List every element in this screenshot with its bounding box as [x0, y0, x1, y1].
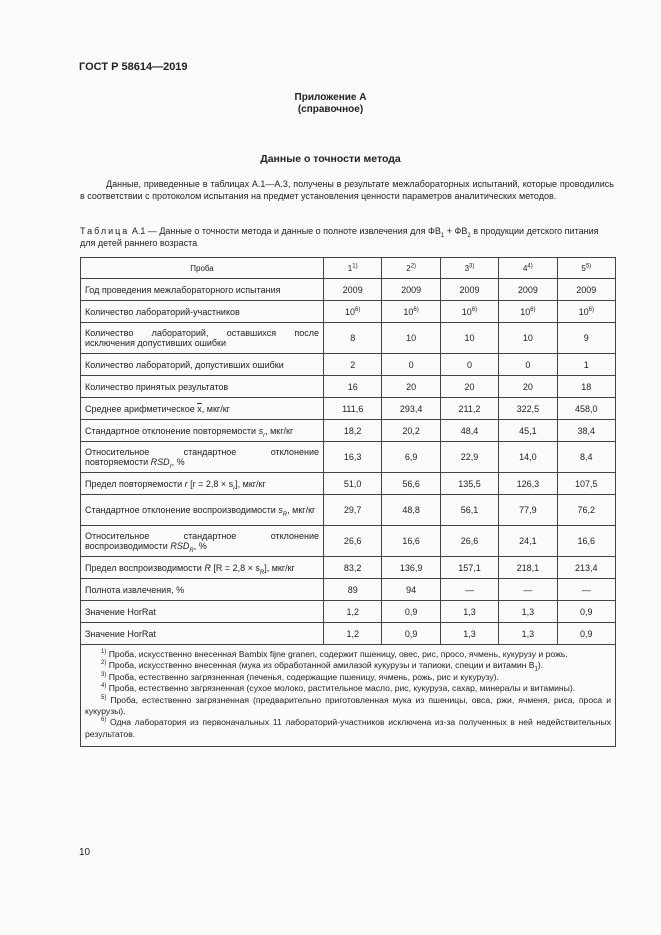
caption-sub1: 1	[440, 232, 445, 239]
table-cell: 10$^{6)}$	[324, 301, 382, 323]
table-caption	[80, 225, 616, 249]
table-cell: 218,1	[499, 557, 557, 579]
table-row	[81, 420, 616, 442]
table-cell: —	[499, 579, 557, 601]
table-cell: 1,3	[499, 623, 557, 645]
table-row	[81, 601, 616, 623]
table-cell: 29,7	[324, 495, 382, 526]
section-title: Данные о точности метода	[260, 153, 401, 165]
footnote-1: $^{1)}$ Проба, искусственно внесенная Bambix fijne granen, содержит пшеницу, овес, рис, просо, ячмень, кукурузу и рожь.	[101, 649, 568, 659]
table-cell: 10	[499, 323, 557, 354]
table-cell: 10$^{6)}$	[499, 301, 557, 323]
table-row	[81, 495, 616, 526]
caption-label: Таблица	[80, 226, 130, 236]
table-cell: 20	[499, 376, 557, 398]
table-row	[81, 376, 616, 398]
header-col-2: 2$^{2)}$	[382, 258, 440, 279]
table-cell: 14,0	[499, 442, 557, 473]
table-cell: 2009	[499, 279, 557, 301]
table-cell: 0,9	[382, 601, 440, 623]
table-cell: 20	[440, 376, 498, 398]
table-cell: 1,2	[324, 623, 382, 645]
footnote-6: $^{6)}$ Одна лаборатория из первоначальных 11 лабораторий-участников исключена из-за полученных в ней недействительных результатов.	[85, 717, 611, 739]
table-cell: 8	[324, 323, 382, 354]
row-label: Предел воспроизводимости R $[R = 2,8 \times s_R]$, мкг/кг	[81, 557, 324, 579]
table-cell: 1,3	[440, 623, 498, 645]
table-cell: 16,3	[324, 442, 382, 473]
table-cell: 1,2	[324, 601, 382, 623]
table-row	[81, 557, 616, 579]
table-row	[81, 442, 616, 473]
document-header: ГОСТ Р 58614—2019	[79, 61, 188, 73]
table-cell: 0	[440, 354, 498, 376]
table-cell: 18	[557, 376, 615, 398]
table-cell: 1	[557, 354, 615, 376]
row-label: Полнота извлечения, %	[81, 579, 324, 601]
table-cell: 45,1	[499, 420, 557, 442]
footnote-4: $^{4)}$ Проба, естественно загрязненная (сухое молоко, растительное масло, рис, кукуруза, сахар, минералы и витамины).	[101, 683, 576, 694]
table-cell: 135,5	[440, 473, 498, 495]
table-cell: 20	[382, 376, 440, 398]
table-cell: 83,2	[324, 557, 382, 579]
table-cell: 322,5	[499, 398, 557, 420]
row-label: Год проведения межлабораторного испытания	[81, 279, 324, 301]
table-cell: 20,2	[382, 420, 440, 442]
intro-paragraph: Данные, приведенные в таблицах А.1—А.3, получены в результате межлабораторных испытаний, которые проводились в соответствии с протоколом испытания на предмет установления ценности параметров аналитических методов.	[80, 179, 614, 201]
table-cell: 89	[324, 579, 382, 601]
table-cell: 213,4	[557, 557, 615, 579]
table-cell: 2009	[382, 279, 440, 301]
table-cell: 48,8	[382, 495, 440, 526]
table-cell: 157,1	[440, 557, 498, 579]
table-cell: 24,1	[499, 526, 557, 557]
table-cell: 9	[557, 323, 615, 354]
table-cell: 76,2	[557, 495, 615, 526]
table-notes	[81, 645, 616, 747]
table-cell: 26,6	[324, 526, 382, 557]
table-cell: 94	[382, 579, 440, 601]
table-cell: 8,4	[557, 442, 615, 473]
row-label: Значение HorRat	[81, 601, 324, 623]
caption-number: А.1	[131, 226, 146, 236]
table-cell: 10$^{6)}$	[382, 301, 440, 323]
table-row	[81, 623, 616, 645]
precision-table	[80, 257, 616, 747]
table-header-row	[81, 258, 616, 279]
page-number: 10	[79, 847, 91, 858]
table-cell: 18,2	[324, 420, 382, 442]
table-row	[81, 579, 616, 601]
table-cell: 111,6	[324, 398, 382, 420]
table-cell: 0	[382, 354, 440, 376]
table-cell: 2009	[324, 279, 382, 301]
footnote-5: $^{5)}$ Проба, естественно загрязненная (предварительно приготовленная мука из пшеницы, овса, ржи, ячменя, риса, проса и кукурузы).	[85, 694, 611, 717]
row-label: Стандартное отклонение воспроизводимости $s_R$, мкг/кг	[81, 495, 324, 526]
table-row	[81, 398, 616, 420]
table-cell: 10	[440, 323, 498, 354]
row-label: Значение HorRat	[81, 623, 324, 645]
footnote-2: $^{2)}$ Проба, искусственно внесенная (мука из обработанной амилазой кукурузы и тапиоки, специи и витамин $В_1$).	[101, 660, 544, 674]
table-cell: 2	[324, 354, 382, 376]
row-label: Относительное стандартное отклонение воспроизводимости $RSD_R$, %	[81, 526, 324, 557]
table-cell: 48,4	[440, 420, 498, 442]
header-col-1: 1$^{1)}$	[324, 258, 382, 279]
row-label: Количество принятых результатов	[81, 376, 324, 398]
footnote-3: $^{3)}$ Проба, естественно загрязненная (печенья, содержащие пшеницу, ячмень, рожь, рис и кукурузу).	[101, 671, 499, 682]
row-label: Предел повторяемости r $[r = 2,8 \times s_r]$, мкг/кг	[81, 473, 324, 495]
table-cell: 1,3	[440, 601, 498, 623]
caption-plus: + ФВ	[444, 226, 468, 236]
header-col-3: 3$^{3)}$	[440, 258, 498, 279]
header-col-5: 5$^{5)}$	[557, 258, 615, 279]
caption-sub2: 2	[467, 232, 471, 239]
header-sample: Проба	[81, 258, 324, 279]
table-cell: 136,9	[382, 557, 440, 579]
row-label: Стандартное отклонение повторяемости $s_r$, мкг/кг	[81, 420, 324, 442]
appendix-subtitle: (справочное)	[297, 104, 364, 115]
row-label: Количество лабораторий, допустивших ошибки	[81, 354, 324, 376]
table-cell: 10	[382, 323, 440, 354]
table-cell: 10$^{6)}$	[440, 301, 498, 323]
table-cell: 2009	[557, 279, 615, 301]
table-row	[81, 323, 616, 354]
table-cell: 16	[324, 376, 382, 398]
table-row	[81, 301, 616, 323]
table-cell: 0,9	[382, 623, 440, 645]
table-cell: 2009	[440, 279, 498, 301]
table-cell: 458,0	[557, 398, 615, 420]
table-cell: 56,6	[382, 473, 440, 495]
table-cell: 0	[499, 354, 557, 376]
table-cell: 10$^{6)}$	[557, 301, 615, 323]
table-cell: 126,3	[499, 473, 557, 495]
appendix-title: Приложение А	[294, 92, 367, 103]
table-cell: —	[440, 579, 498, 601]
table-cell: 0,9	[557, 623, 615, 645]
table-row	[81, 526, 616, 557]
table-cell: 107,5	[557, 473, 615, 495]
row-label: Относительное стандартное отклонение повторяемости $RSD_r$, %	[81, 442, 324, 473]
table-cell: 56,1	[440, 495, 498, 526]
table-cell: 77,9	[499, 495, 557, 526]
caption-text: — Данные о точности метода и данные о полноте извлечения для ФВ	[145, 226, 441, 236]
table-cell: 16,6	[382, 526, 440, 557]
table-cell: 293,4	[382, 398, 440, 420]
table-cell: 211,2	[440, 398, 498, 420]
caption-text-after: в продукции детского питания для детей раннего возраста	[80, 226, 599, 248]
table-cell: 1,3	[499, 601, 557, 623]
table-row	[81, 279, 616, 301]
table-cell: 38,4	[557, 420, 615, 442]
table-cell: —	[557, 579, 615, 601]
table-cell: 6,9	[382, 442, 440, 473]
row-label: Среднее арифметическое $\overline{x}$, мкг/кг	[81, 398, 324, 420]
row-label: Количество лабораторий-участников	[81, 301, 324, 323]
row-label: Количество лабораторий, оставшихся после исключения допустивших ошибки	[81, 323, 324, 354]
table-cell: 16,6	[557, 526, 615, 557]
table-row	[81, 473, 616, 495]
table-cell: 22,9	[440, 442, 498, 473]
table-row	[81, 354, 616, 376]
table-notes-row	[81, 645, 616, 747]
table-cell: 0,9	[557, 601, 615, 623]
header-col-4: 4$^{4)}$	[499, 258, 557, 279]
table-cell: 51,0	[324, 473, 382, 495]
table-cell: 26,6	[440, 526, 498, 557]
